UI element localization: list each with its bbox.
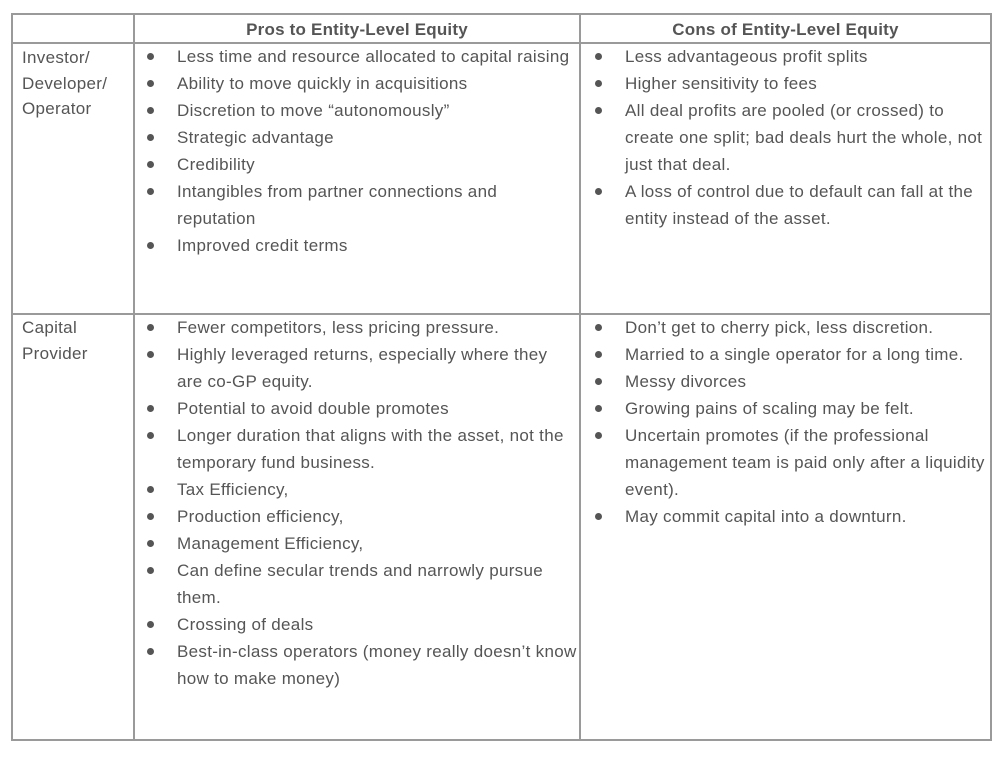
row1-cons-cell (625, 43, 990, 232)
list-item: Don’t get to cherry pick, less discretion. (589, 314, 990, 341)
comparison-table (11, 13, 992, 741)
list-item: Crossing of deals (141, 611, 577, 638)
row-label-line: Provider (22, 343, 88, 363)
list-item: Improved credit terms (141, 232, 577, 259)
row-label-line: Investor/ (22, 48, 90, 67)
list-item: Married to a single operator for a long time. (589, 341, 990, 368)
row2-cons-cell (625, 314, 990, 530)
row1-pros-cell (177, 43, 577, 259)
row-label-line: Developer/ (22, 73, 108, 93)
list-item: Fewer competitors, less pricing pressure. (141, 314, 577, 341)
row-label-line: Operator (22, 99, 92, 118)
list-item: May commit capital into a downturn. (589, 503, 990, 530)
list-item: Production efficiency, (141, 503, 577, 530)
list-item: All deal profits are pooled (or crossed) to create one split; bad deals hurt the whole, not just that deal. (589, 97, 990, 178)
list-item: Can define secular trends and narrowly pursue them. (141, 557, 577, 611)
header-cons: Cons of Entity-Level Equity (672, 20, 899, 39)
list-item: Strategic advantage (141, 124, 577, 151)
list-item: Tax Efficiency, (141, 476, 577, 503)
list-item: Growing pains of scaling may be felt. (589, 395, 990, 422)
list-item: Potential to avoid double promotes (141, 395, 577, 422)
list-item: Highly leveraged returns, especially where they are co-GP equity. (141, 341, 577, 395)
list-item: Credibility (141, 151, 577, 178)
list-item: Messy divorces (589, 368, 990, 395)
list-item: Best-in-class operators (money really doesn’t know how to make money) (141, 638, 577, 692)
row2-pros-cell (177, 314, 577, 692)
list-item: Less time and resource allocated to capital raising (141, 43, 577, 70)
row-label-investor (22, 45, 127, 122)
list-item: Longer duration that aligns with the asset, not the temporary fund business. (141, 422, 577, 476)
header-pros: Pros to Entity-Level Equity (246, 20, 468, 39)
column-divider-2 (579, 15, 581, 739)
row-label-line: Capital (22, 318, 78, 337)
column-divider-1 (133, 15, 135, 739)
list-item: A loss of control due to default can fall at the entity instead of the asset. (589, 178, 990, 232)
list-item: Management Efficiency, (141, 530, 577, 557)
list-item: Ability to move quickly in acquisitions (141, 70, 577, 97)
list-item: Higher sensitivity to fees (589, 70, 990, 97)
list-item: Uncertain promotes (if the professional management team is paid only after a liquidity event). (589, 422, 990, 503)
list-item: Less advantageous profit splits (589, 43, 990, 70)
list-item: Intangibles from partner connections and reputation (141, 178, 577, 232)
list-item: Discretion to move “autonomously” (141, 97, 577, 124)
row-label-capital-provider (22, 315, 127, 366)
